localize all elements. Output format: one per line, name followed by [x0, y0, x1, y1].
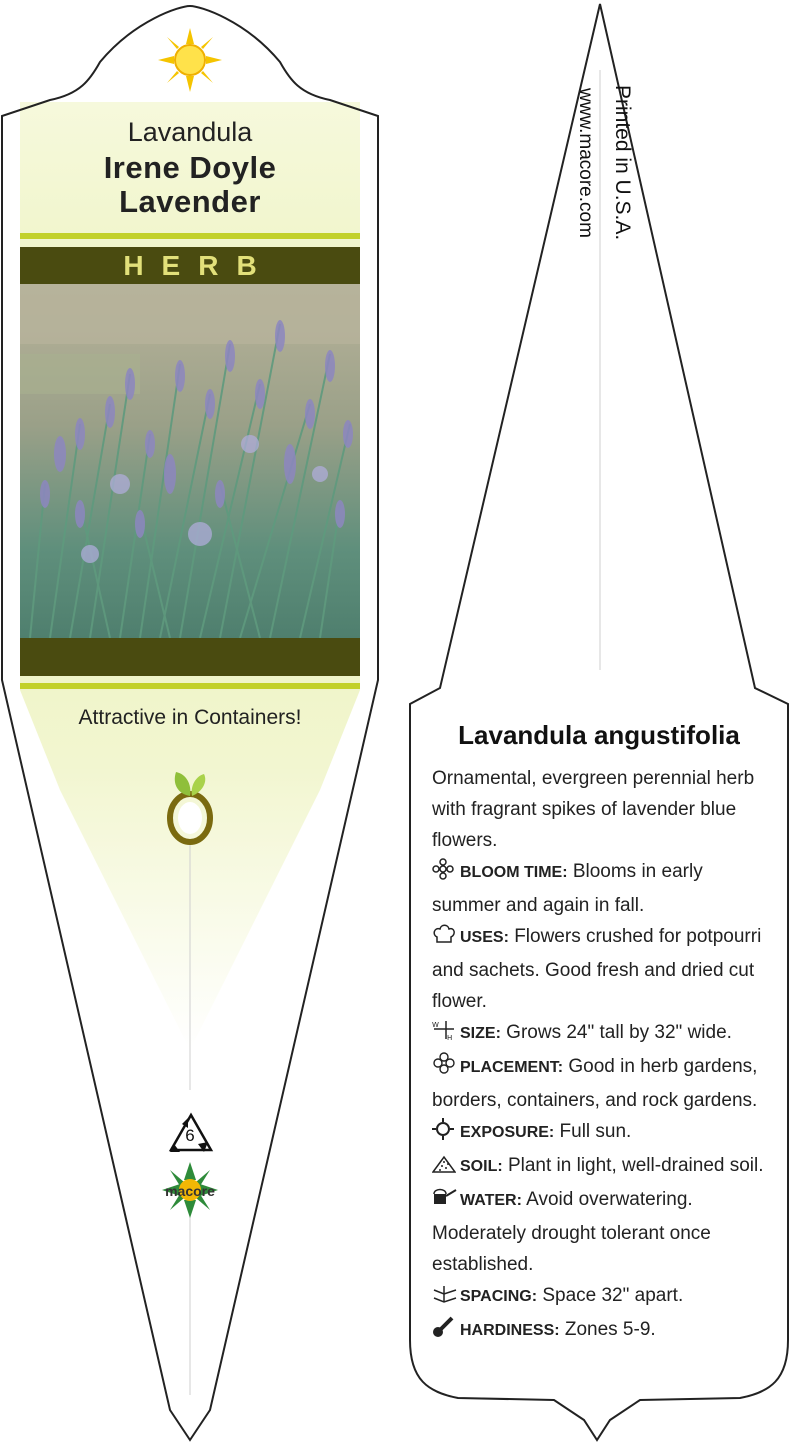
care-label: HARDINESS:	[460, 1322, 560, 1339]
care-water	[432, 1184, 776, 1280]
care-text: Avoid overwatering. Moderately drought tolerant once established.	[432, 1189, 711, 1275]
care-label: WATER:	[460, 1192, 522, 1209]
recycle-number: 6	[185, 1126, 195, 1145]
plant-photo	[20, 284, 360, 638]
care-label: SIZE:	[460, 1025, 501, 1042]
tagline: Attractive in Containers!	[78, 706, 302, 729]
care-uses	[432, 921, 776, 1017]
lavender-photo-image	[20, 284, 360, 638]
care-exposure	[432, 1116, 776, 1150]
care-text: Zones 5-9.	[564, 1319, 656, 1340]
category-banner: HERB	[20, 247, 360, 284]
care-bloom-time	[432, 856, 776, 921]
thermometer-icon	[432, 1314, 460, 1348]
care-text: Flowers crushed for potpourri and sachets. Good fresh and dried cut flower.	[432, 926, 762, 1012]
care-text: Blooms in early summer and again in fall.	[432, 861, 703, 916]
cultivar-name	[20, 151, 360, 219]
leaf-swirl-icon	[162, 768, 218, 848]
placement-plant-icon	[432, 1051, 460, 1085]
care-description	[432, 763, 776, 1348]
care-label: PLACEMENT:	[460, 1059, 564, 1076]
svg-text:H: H	[447, 1034, 453, 1041]
printed-in-usa: Printed in U.S.A.	[611, 85, 634, 241]
website: www.macore.com	[575, 88, 596, 238]
care-label: USES:	[460, 929, 509, 946]
spacing-arrows-icon	[432, 1283, 460, 1314]
care-text: Grows 24" tall by 32" wide.	[506, 1022, 732, 1043]
full-sun-icon	[432, 1118, 460, 1150]
care-text: Good in herb gardens, borders, containers, and rock gardens.	[432, 1056, 758, 1111]
care-label: SPACING:	[460, 1288, 538, 1305]
watering-can-icon	[432, 1186, 460, 1218]
size-arrows-icon	[432, 1019, 460, 1051]
care-soil	[432, 1150, 776, 1184]
care-label: EXPOSURE:	[460, 1124, 555, 1141]
care-label: SOIL:	[460, 1158, 503, 1175]
care-placement	[432, 1051, 776, 1116]
care-text: Full sun.	[559, 1121, 632, 1142]
cultivar-line-2: Lavender	[119, 184, 261, 219]
flower-icon	[432, 858, 460, 890]
care-text: Space 32" apart.	[542, 1285, 684, 1306]
intro-text: Ornamental, evergreen perennial herb with fragrant spikes of lavender blue flowers.	[432, 768, 755, 851]
chef-hat-icon	[432, 923, 460, 955]
soil-mound-icon	[432, 1153, 460, 1184]
cultivar-line-1: Irene Doyle	[103, 150, 277, 185]
care-spacing	[432, 1280, 776, 1314]
care-label: BLOOM TIME:	[460, 864, 568, 881]
care-size	[432, 1017, 776, 1051]
brand-name: macore	[165, 1183, 215, 1199]
latin-name: Lavandula angustifolia	[458, 720, 740, 750]
sun-icon	[158, 28, 222, 92]
care-hardiness	[432, 1314, 776, 1348]
care-text: Plant in light, well-drained soil.	[507, 1155, 764, 1176]
photo-footer-bar	[20, 638, 360, 676]
genus-name: Lavandula	[127, 117, 253, 147]
svg-text:W: W	[432, 1021, 439, 1029]
